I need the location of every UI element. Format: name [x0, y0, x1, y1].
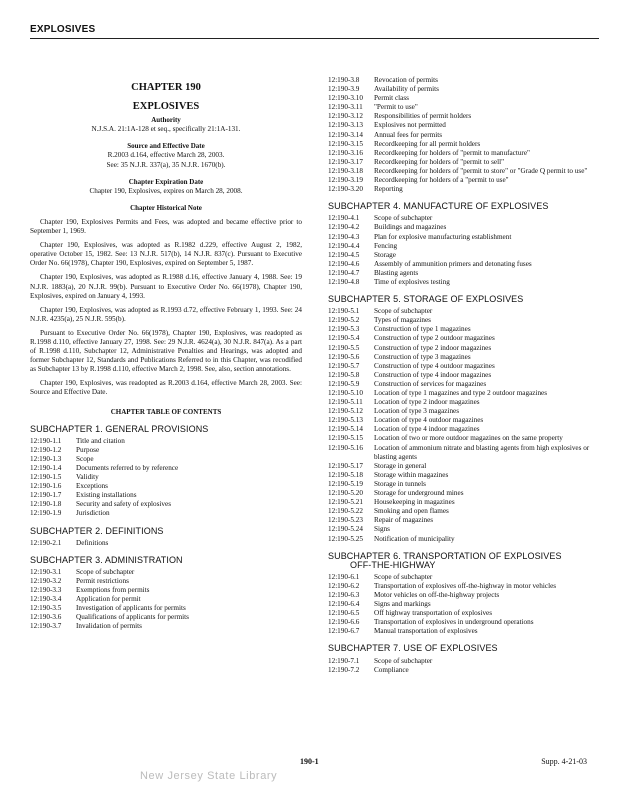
section-number: 12:190-1.6 — [30, 482, 62, 491]
section-title: Reporting — [374, 185, 403, 194]
toc-entry — [328, 666, 593, 675]
toc-entry — [328, 434, 593, 443]
section-number: 12:190-5.7 — [328, 361, 360, 370]
section-number: 12:190-5.25 — [328, 534, 363, 543]
section-title: Construction of type 1 magazines — [374, 325, 471, 334]
history-paragraph: Chapter 190, Explosives Permits and Fees, was adopted and became effective prior to September 1, 1969. — [30, 217, 302, 236]
section-title: Storage in tunnels — [374, 479, 426, 488]
section-number: 12:190-3.15 — [328, 139, 363, 148]
toc-entry — [328, 121, 593, 130]
section-number: 12:190-3.8 — [328, 76, 360, 84]
toc-entry — [30, 473, 302, 482]
toc-entry — [328, 325, 593, 334]
section-title: Assembly of ammunition primers and detonating fuses — [374, 259, 532, 268]
section-number: 12:190-5.10 — [328, 389, 363, 397]
right-toc-continued — [328, 76, 593, 194]
section-number: 12:190-6.6 — [328, 618, 360, 627]
section-number: 12:190-3.6 — [30, 613, 62, 622]
toc-entry — [30, 500, 302, 509]
toc-entry — [328, 462, 593, 471]
section-title: Location of type 1 magazines and type 2 outdoor magazines — [374, 389, 548, 397]
section-number: 12:190-5.22 — [328, 507, 363, 516]
section-title: Exceptions — [76, 482, 108, 491]
section-number: 12:190-1.4 — [30, 464, 62, 472]
section-title: Construction of type 4 indoor magazines — [374, 370, 492, 379]
toc-entry — [328, 489, 593, 498]
section-title: Scope — [76, 454, 94, 463]
toc-entry — [328, 260, 593, 269]
page-number: 190-1 — [300, 757, 319, 766]
section-number: 12:190-3.17 — [328, 157, 363, 166]
section-number: 12:190-3.2 — [30, 576, 62, 585]
toc-entry — [328, 362, 593, 371]
expiration-heading: Chapter Expiration Date — [128, 177, 204, 186]
subchapter-heading: SUBCHAPTER 7. USE OF EXPLOSIVES — [328, 643, 498, 654]
subchapter-heading: SUBCHAPTER 4. MANUFACTURE OF EXPLOSIVES — [328, 201, 549, 212]
toc-entry — [328, 149, 593, 158]
section-title: Annual fees for permits — [374, 130, 443, 139]
section-title: Responsibilities of permit holders — [374, 112, 472, 121]
toc-entry — [328, 591, 593, 600]
toc-entry — [328, 407, 593, 416]
section-number: 12:190-1.5 — [30, 473, 62, 482]
section-number: 12:190-3.5 — [30, 604, 62, 613]
section-title: Construction of services for magazines — [374, 379, 487, 388]
section-title: Storage within magazines — [374, 470, 449, 479]
section-number: 12:190-3.12 — [328, 112, 363, 121]
section-title: Scope of subchapter — [374, 214, 433, 223]
toc-entry — [30, 604, 302, 613]
section-title: Time of explosives testing — [374, 277, 450, 286]
toc-entry — [30, 568, 302, 577]
left-column — [30, 55, 302, 632]
subchapter-heading: SUBCHAPTER 2. DEFINITIONS — [30, 525, 164, 536]
left-toc — [30, 425, 302, 632]
section-title: Exemptions from permits — [76, 586, 150, 595]
section-number: 12:190-5.5 — [328, 343, 360, 352]
toc-entry — [328, 444, 593, 462]
section-number: 12:190-3.20 — [328, 185, 363, 194]
section-number: 12:190-3.3 — [30, 586, 62, 595]
section-title: Storage — [374, 250, 396, 259]
section-number: 12:190-4.6 — [328, 259, 360, 268]
section-number: 12:190-3.19 — [328, 176, 363, 185]
history-paragraph: Pursuant to Executive Order No. 66(1978), Chapter 190, Explosives, was readopted as R.1998 d.110, effective January 27, 1998. See: 29 N.J.R. 4624(a), 30 N.J.R. 847(a). As a part of R.1998 d.110, Subchapter 12, Administrative Penalties and Hearings, was adopted and former Subchapter 12, Standards and Publications Referred to in this Chapter, was recodified as Subchapter 13 by R.1998 d.110, effective March 2, 1998. See, also, section annotations. — [30, 328, 302, 374]
toc-entry — [328, 516, 593, 525]
section-title: Permit class — [374, 94, 409, 103]
section-title: Location of two or more outdoor magazines on the same property — [374, 434, 563, 443]
section-number: 12:190-5.8 — [328, 370, 360, 379]
toc-entry — [328, 103, 593, 112]
toc-entry — [328, 185, 593, 194]
history-paragraph: Chapter 190, Explosives, was adopted as R.1993 d.72, effective February 1, 1993. See: 24 N.J.R. 4235(a), 25 N.J.R. 595(b). — [30, 305, 302, 323]
section-number: 12:190-3.16 — [328, 148, 363, 157]
toc-entry — [328, 627, 593, 636]
section-title: Location of type 4 outdoor magazines — [374, 416, 484, 425]
toc-entry — [30, 446, 302, 455]
toc-entry — [328, 371, 593, 380]
section-number: 12:190-5.12 — [328, 407, 363, 416]
toc-entry — [328, 398, 593, 407]
section-number: 12:190-3.7 — [30, 622, 62, 631]
section-title: Smoking and open flames — [374, 507, 449, 516]
section-number: 12:190-5.1 — [328, 307, 360, 316]
section-title: Scope of subchapter — [374, 656, 433, 665]
section-number: 12:190-2.1 — [30, 538, 62, 547]
section-title: Construction of type 4 outdoor magazines — [374, 361, 495, 370]
authority-heading: Authority — [151, 116, 181, 125]
toc-entry — [328, 471, 593, 480]
section-title: Revocation of permits — [374, 76, 438, 84]
toc-entry — [328, 131, 593, 140]
library-stamp: New Jersey State Library — [140, 770, 278, 782]
section-title: Recordkeeping for holders of "permit to sell" — [374, 157, 505, 166]
history-paragraph: Chapter 190, Explosives, was readopted as R.2003 d.164, effective March 28, 2003. See: Source and Effective Date. — [30, 379, 302, 397]
section-title: Storage in general — [374, 461, 427, 470]
section-number: 12:190-3.14 — [328, 130, 363, 139]
subchapter-heading: SUBCHAPTER 1. GENERAL PROVISIONS — [30, 423, 209, 434]
toc-entry — [328, 600, 593, 609]
section-number: 12:190-5.6 — [328, 352, 360, 361]
toc-heading: CHAPTER TABLE OF CONTENTS — [110, 407, 222, 416]
section-number: 12:190-3.13 — [328, 121, 363, 130]
section-number: 12:190-4.1 — [328, 214, 360, 223]
section-title: Blasting agents — [374, 268, 419, 277]
section-number: 12:190-3.4 — [30, 595, 62, 604]
section-number: 12:190-5.15 — [328, 434, 363, 443]
section-title: Jurisdiction — [76, 509, 110, 518]
chapter-number: CHAPTER 190 — [131, 82, 201, 93]
toc-entry — [30, 539, 302, 548]
toc-entry — [328, 112, 593, 121]
toc-entry — [328, 618, 593, 627]
section-number: 12:190-3.9 — [328, 85, 360, 94]
section-title: Purpose — [76, 445, 100, 454]
section-number: 12:190-6.4 — [328, 600, 360, 609]
section-number: 12:190-5.16 — [328, 443, 363, 452]
toc-entry — [328, 251, 593, 260]
toc-entry — [328, 480, 593, 489]
section-number: 12:190-6.2 — [328, 581, 360, 590]
section-number: 12:190-4.7 — [328, 268, 360, 277]
section-title: Storage for underground mines — [374, 489, 464, 498]
section-title: Documents referred to by reference — [76, 464, 179, 472]
section-title: Recordkeeping for holders of a "permit to use" — [374, 176, 509, 185]
section-number: 12:190-5.18 — [328, 470, 363, 479]
section-title: Scope of subchapter — [374, 307, 433, 316]
source-line-1: R.2003 d.164, effective March 28, 2003. — [107, 151, 225, 160]
section-title: Recordkeeping for holders of "permit to manufacture" — [374, 148, 530, 157]
toc-entry — [328, 158, 593, 167]
running-header: EXPLOSIVES — [30, 24, 96, 35]
section-number: 12:190-5.19 — [328, 479, 363, 488]
toc-entry — [328, 167, 593, 176]
section-title: Recordkeeping for all permit holders — [374, 139, 481, 148]
section-title: Types of magazines — [374, 316, 431, 325]
section-title: Application for permit — [76, 595, 141, 604]
toc-entry — [30, 464, 302, 473]
section-number: 12:190-7.1 — [328, 656, 360, 665]
toc-entry — [30, 509, 302, 518]
toc-entry — [30, 437, 302, 446]
section-number: 12:190-7.2 — [328, 665, 360, 674]
section-number: 12:190-1.9 — [30, 509, 62, 518]
section-title: Signs — [374, 525, 390, 534]
section-title: Investigation of applicants for permits — [76, 604, 186, 613]
section-title: Recordkeeping for holders of "permit to store" or "Grade Q permit to use" — [374, 166, 588, 175]
section-number: 12:190-4.3 — [328, 232, 360, 241]
section-number: 12:190-1.2 — [30, 445, 62, 454]
section-title: Construction of type 3 magazines — [374, 352, 471, 361]
section-number: 12:190-5.9 — [328, 379, 360, 388]
toc-entry — [328, 389, 593, 398]
toc-entry — [30, 491, 302, 500]
section-number: 12:190-5.14 — [328, 425, 363, 434]
section-title: Notification of municipality — [374, 534, 455, 543]
section-number: 12:190-5.13 — [328, 416, 363, 425]
section-title: Fencing — [374, 241, 398, 250]
section-title: Existing installations — [76, 491, 137, 500]
section-title: Off highway transportation of explosives — [374, 609, 493, 618]
section-title: Explosives not permitted — [374, 121, 446, 130]
section-number: 12:190-4.2 — [328, 223, 360, 232]
section-number: 12:190-6.1 — [328, 572, 360, 581]
section-title: Buildings and magazines — [374, 223, 447, 232]
history-paragraph: Chapter 190, Explosives, was adopted as R.1988 d.16, effective January 4, 1988. See: 19 N.J.R. 1883(a), 20 N.J.R. 99(b). Pursuant to Executive Order No. 66(1978), Chapter 190, Explosives, expired on January 4, 1993. — [30, 273, 302, 300]
section-title: Construction of type 2 indoor magazines — [374, 343, 492, 352]
section-number: 12:190-5.24 — [328, 525, 363, 534]
section-title: Definitions — [76, 538, 109, 547]
section-title: Repair of magazines — [374, 516, 434, 525]
section-title: Transportation of explosives in underground operations — [374, 618, 534, 627]
header-rule — [30, 38, 599, 39]
section-number: 12:190-6.5 — [328, 609, 360, 618]
section-title: Permit restrictions — [76, 576, 129, 585]
toc-entry — [328, 214, 593, 223]
toc-entry — [328, 140, 593, 149]
section-title: Location of ammonium nitrate and blasting agents from high explosives or blasting agents — [374, 443, 590, 461]
toc-entry — [328, 242, 593, 251]
section-number: 12:190-6.7 — [328, 627, 360, 636]
section-title: Plan for explosive manufacturing establishment — [374, 232, 512, 241]
section-title: Qualifications of applicants for permits — [76, 613, 189, 622]
section-number: 12:190-5.4 — [328, 334, 360, 343]
section-title: Housekeeping in magazines — [374, 498, 455, 507]
toc-entry — [328, 353, 593, 362]
section-number: 12:190-3.10 — [328, 94, 363, 103]
section-number: 12:190-1.1 — [30, 436, 62, 445]
section-number: 12:190-3.18 — [328, 166, 363, 175]
section-title: Validity — [76, 473, 99, 482]
toc-entry — [328, 380, 593, 389]
toc-entry — [328, 535, 593, 544]
section-number: 12:190-4.8 — [328, 277, 360, 286]
right-toc — [328, 202, 593, 675]
section-number: 12:190-5.3 — [328, 325, 360, 334]
history-heading: Chapter Historical Note — [130, 203, 202, 212]
toc-entry — [328, 223, 593, 232]
section-number: 12:190-4.5 — [328, 250, 360, 259]
toc-entry — [30, 455, 302, 464]
toc-entry — [328, 344, 593, 353]
section-title: Availability of permits — [374, 85, 439, 94]
section-title: Location of type 3 magazines — [374, 407, 460, 416]
section-title: Manual transportation of explosives — [374, 627, 478, 636]
section-number: 12:190-6.3 — [328, 590, 360, 599]
toc-entry — [328, 416, 593, 425]
toc-entry — [30, 482, 302, 491]
section-title: Transportation of explosives off-the-highway in motor vehicles — [374, 581, 557, 590]
section-number: 12:190-5.20 — [328, 489, 363, 498]
section-number: 12:190-3.1 — [30, 567, 62, 576]
subchapter-heading: SUBCHAPTER 5. STORAGE OF EXPLOSIVES — [328, 294, 524, 305]
section-number: 12:190-1.8 — [30, 500, 62, 509]
chapter-title: EXPLOSIVES — [132, 101, 200, 113]
section-title: Compliance — [374, 665, 409, 674]
toc-entry — [30, 586, 302, 595]
toc-entry — [328, 498, 593, 507]
section-title: Scope of subchapter — [76, 567, 135, 576]
toc-entry — [328, 573, 593, 582]
subchapter-heading: SUBCHAPTER 6. TRANSPORTATION OF EXPLOSIVES OFF-THE-HIGHWAY — [328, 550, 562, 570]
source-line-2: See: 35 N.J.R. 337(a), 35 N.J.R. 1670(b). — [106, 160, 226, 169]
toc-entry — [328, 657, 593, 666]
toc-entry — [328, 307, 593, 316]
right-column — [328, 76, 593, 675]
toc-entry — [328, 334, 593, 343]
subchapter-heading: SUBCHAPTER 3. ADMINISTRATION — [30, 554, 183, 565]
toc-entry — [328, 176, 593, 185]
section-number: 12:190-5.2 — [328, 316, 360, 325]
section-title: Scope of subchapter — [374, 572, 433, 581]
section-title: "Permit to use" — [374, 103, 418, 112]
toc-entry — [328, 278, 593, 287]
section-number: 12:190-5.17 — [328, 461, 363, 470]
toc-entry — [30, 595, 302, 604]
section-number: 12:190-5.23 — [328, 516, 363, 525]
section-title: Signs and markings — [374, 600, 431, 609]
section-number: 12:190-5.21 — [328, 498, 363, 507]
section-number: 12:190-4.4 — [328, 241, 360, 250]
section-title: Construction of type 2 outdoor magazines — [374, 334, 495, 343]
section-number: 12:190-1.3 — [30, 454, 62, 463]
toc-entry — [328, 582, 593, 591]
authority-text: N.J.S.A. 21:1A-128 et seq., specifically 21:1A-131. — [91, 125, 241, 134]
section-title: Security and safety of explosives — [76, 500, 172, 509]
section-number: 12:190-5.11 — [328, 398, 363, 407]
section-title: Motor vehicles on off-the-highway projects — [374, 590, 500, 599]
toc-entry — [328, 269, 593, 278]
expiration-text: Chapter 190, Explosives, expires on March 28, 2008. — [89, 186, 243, 195]
source-heading: Source and Effective Date — [127, 142, 205, 151]
toc-entry — [328, 609, 593, 618]
toc-entry — [328, 507, 593, 516]
section-title: Location of type 4 indoor magazines — [374, 425, 480, 434]
toc-entry — [30, 577, 302, 586]
toc-entry — [328, 85, 593, 94]
toc-entry — [328, 425, 593, 434]
section-number: 12:190-3.11 — [328, 103, 363, 112]
history-paragraph: Chapter 190, Explosives, was adopted as R.1982 d.229, effective August 2, 1982, operative October 15, 1982. See: 13 N.J.R. 517(b), 14 N.J.R. 837(c). Pursuant to Executive Order No. 66(1978), Chapter 190, Explosives, expired on September 5, 1987. — [30, 241, 302, 268]
supplement-date: Supp. 4-21-03 — [541, 757, 587, 766]
toc-entry — [328, 233, 593, 242]
section-title: Title and citation — [76, 436, 125, 445]
toc-entry — [328, 94, 593, 103]
section-number: 12:190-1.7 — [30, 491, 62, 500]
toc-entry — [328, 316, 593, 325]
toc-entry — [328, 76, 593, 85]
section-title: Location of type 2 indoor magazines — [374, 398, 480, 407]
section-title: Invalidation of permits — [76, 622, 142, 631]
toc-entry — [30, 613, 302, 622]
toc-entry — [30, 622, 302, 631]
toc-entry — [328, 525, 593, 534]
